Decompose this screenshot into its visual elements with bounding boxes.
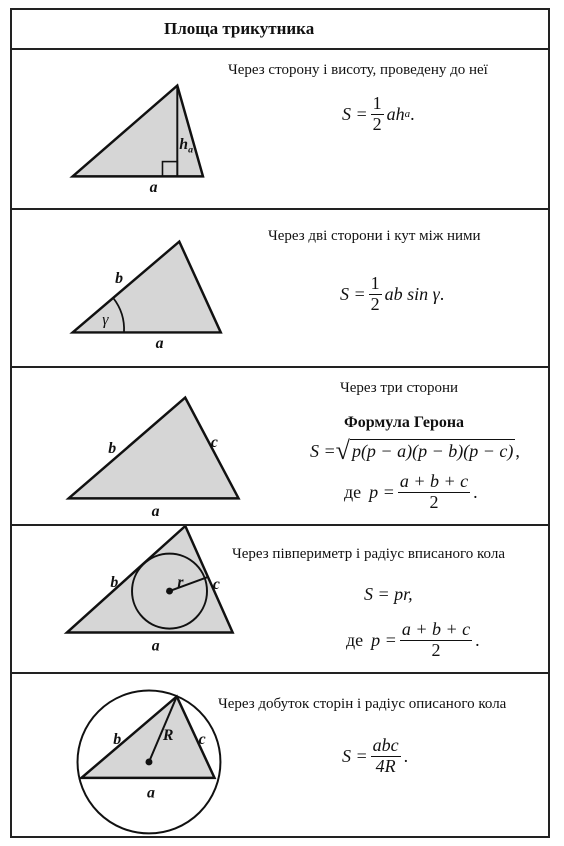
fraction-half <box>371 94 384 135</box>
row-two-sides-angle <box>12 210 548 368</box>
formula-tail: . <box>439 283 445 304</box>
formula-tail: . <box>473 481 478 502</box>
formula-rest: ah <box>386 103 405 124</box>
side-b-label: b <box>108 439 117 457</box>
fraction-den: 2 <box>372 113 382 134</box>
side-a-label: a <box>146 784 155 802</box>
fraction-den: 2 <box>370 293 380 314</box>
formula-lhs: S = <box>364 584 390 604</box>
side-c-label: c <box>198 731 206 749</box>
radicand: p(p − a)(p − b)(p − c) <box>350 439 515 463</box>
fraction-den: 2 <box>431 639 441 660</box>
formula-tail: , <box>515 440 520 461</box>
p-var: p = <box>369 481 395 502</box>
formula-rhs: pr, <box>394 584 413 604</box>
side-a-label: a <box>151 503 160 521</box>
circumcenter-dot <box>146 758 153 765</box>
formula-two-sides <box>340 274 444 315</box>
radical-sign: √ <box>335 436 350 465</box>
formula-inscribed <box>364 584 413 605</box>
height-label: h <box>179 135 189 153</box>
fraction-p <box>400 620 472 661</box>
fraction-p <box>398 472 470 513</box>
formula-lhs: S = <box>342 745 368 766</box>
triangle-shape <box>73 86 203 177</box>
formula-sheet <box>10 8 550 838</box>
caption-two-sides: Через дві сторони і кут між ними <box>268 228 481 244</box>
formula-rest-sub: a <box>404 108 411 121</box>
fraction-num: a + b + c <box>399 471 469 491</box>
side-c-label: c <box>210 433 218 451</box>
fraction-half <box>369 274 382 315</box>
triangle-shape <box>73 242 221 333</box>
formula-base-height <box>342 94 415 135</box>
fraction-num: 1 <box>370 273 380 293</box>
semiperimeter-def <box>344 472 478 513</box>
fraction-num: 1 <box>372 93 382 113</box>
caption-base-height: Через сторону і висоту, проведену до неї <box>228 62 488 78</box>
fraction-abc <box>371 736 401 777</box>
fraction-den: 2 <box>429 491 439 512</box>
side-b-label: b <box>115 270 124 288</box>
side-a-label: a <box>155 335 164 353</box>
semiperimeter-def <box>346 620 480 661</box>
height-sub-label: a <box>188 144 194 156</box>
where-word: де <box>346 629 364 650</box>
side-a-label: a <box>151 637 160 655</box>
caption-circumscribed: Через добуток сторін і радіус описаного кола <box>218 696 507 712</box>
row-inscribed <box>12 526 548 674</box>
formula-heron <box>310 438 520 464</box>
fraction-den: 4R <box>375 755 396 776</box>
side-b-label: b <box>110 574 119 592</box>
fraction-num: a + b + c <box>401 619 471 639</box>
formula-tail: . <box>410 103 415 124</box>
sheet-title: Площа трикутника <box>164 19 315 38</box>
row-heron <box>12 368 548 526</box>
caption-inscribed: Через півпериметр і радіус вписаного кола <box>232 546 505 562</box>
row-circumscribed <box>12 674 548 838</box>
side-c-label: c <box>212 576 220 594</box>
triangle-shape <box>67 526 233 633</box>
angle-label: γ <box>102 311 109 329</box>
formula-lhs: S = <box>342 103 368 124</box>
formula-circumscribed <box>342 736 408 777</box>
where-word: де <box>344 481 362 502</box>
side-b-label: b <box>113 731 122 749</box>
title-bar <box>12 10 548 50</box>
radius-R-label: R <box>162 727 174 745</box>
radius-r-label: r <box>177 574 184 592</box>
sqrt-expression <box>336 438 516 464</box>
formula-rest: ab sin γ <box>384 283 440 304</box>
fraction-num: abc <box>372 735 399 755</box>
formula-lhs: S = <box>340 283 366 304</box>
formula-lhs: S = <box>310 440 336 461</box>
heron-formula-name: Формула Герона <box>344 414 465 431</box>
row-base-height <box>12 50 548 210</box>
side-a-label: a <box>149 179 158 197</box>
caption-three-sides: Через три сторони <box>340 380 459 396</box>
incenter-dot <box>166 588 173 595</box>
p-var: p = <box>371 629 397 650</box>
formula-tail: . <box>403 745 409 766</box>
formula-tail: . <box>475 629 480 650</box>
